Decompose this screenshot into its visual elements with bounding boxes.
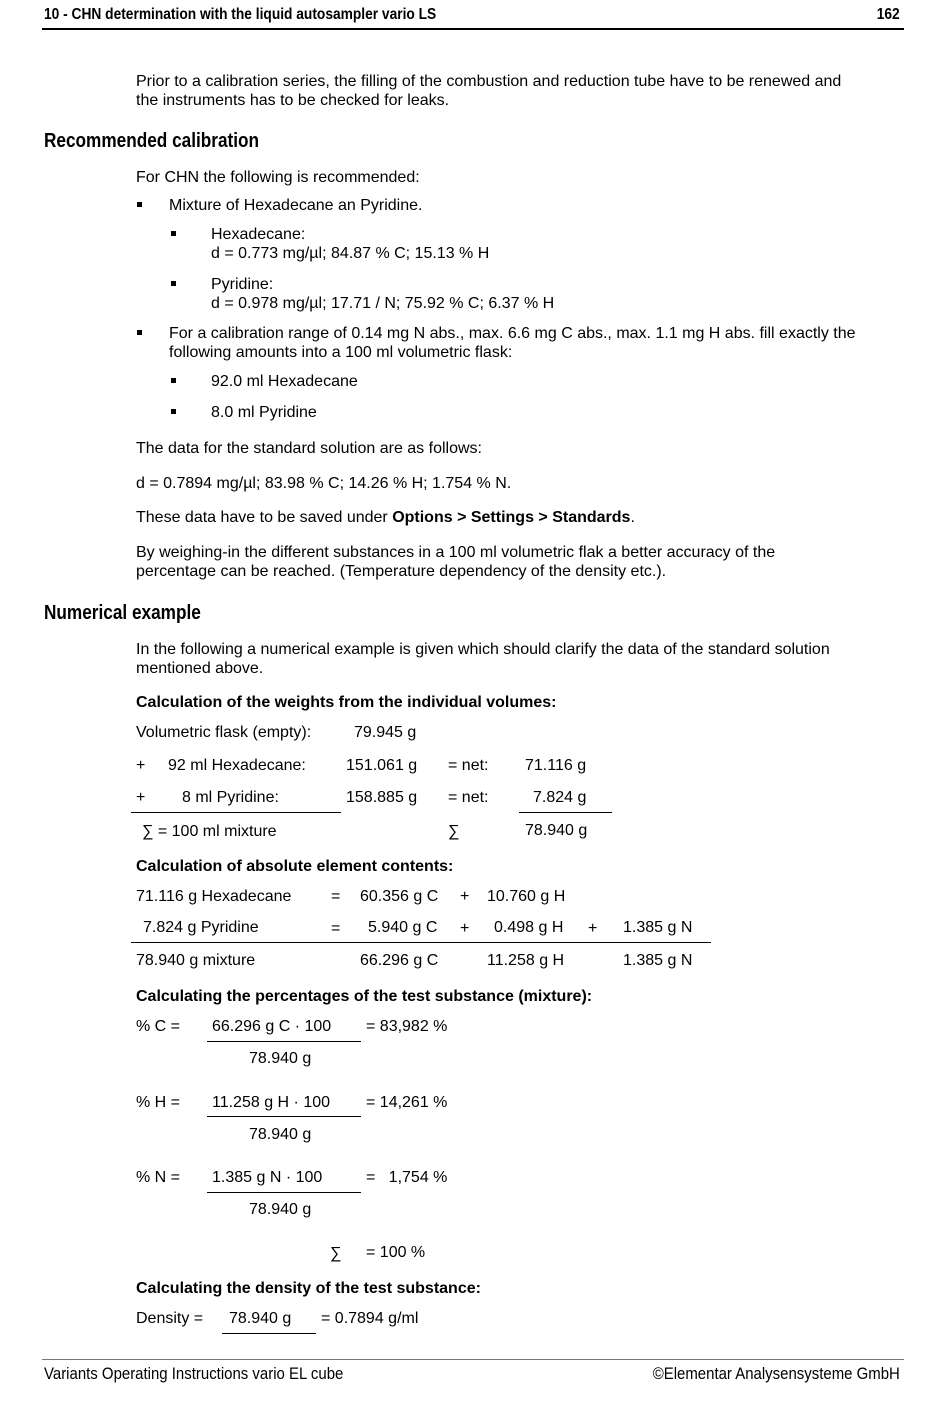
density-numerator: 78.940 g — [229, 1310, 292, 1327]
amount-hexadecane: 92.0 ml Hexadecane — [211, 373, 358, 390]
footer-left: Variants Operating Instructions vario EL cube — [44, 1364, 344, 1383]
pct-denominator: 78.940 g — [249, 1201, 312, 1218]
abs-row-name: 78.940 g mixture — [136, 952, 256, 969]
density-label: Density = — [136, 1310, 204, 1327]
flask-label: Volumetric flask (empty): — [136, 724, 312, 741]
recommend-lead: For CHN the following is recommended: — [136, 169, 420, 186]
settings-path: Options > Settings > Standards — [392, 509, 631, 526]
bullet-icon — [137, 330, 142, 335]
heading-numerical-example: Numerical example — [44, 602, 201, 624]
row1-net: 71.116 g — [525, 757, 587, 774]
pct-sum-symbol: ∑ — [330, 1245, 342, 1262]
sum-rule-right — [519, 812, 612, 813]
row1-value: 151.061 g — [346, 757, 418, 774]
pct-result: = 14,261 % — [366, 1094, 448, 1111]
pyridine-label: Pyridine: — [211, 276, 274, 293]
saved-pre: These data have to be saved under — [136, 509, 393, 526]
header-rule — [42, 28, 904, 30]
density-result: = 0.7894 g/ml — [321, 1310, 419, 1327]
pct-result: = 83,982 % — [366, 1018, 448, 1035]
abs-row-plus: + — [460, 920, 470, 937]
row2-label: 8 ml Pyridine: — [182, 789, 279, 806]
pct-numerator: 11.258 g H · 100 — [212, 1094, 331, 1111]
pyridine-data: d = 0.978 mg/µl; 17.71 / N; 75.92 % C; 6.37 % H — [211, 295, 555, 312]
bullet-icon — [171, 409, 176, 414]
abs-row-plus: + — [588, 920, 598, 937]
example-intro-line-1: In the following a numerical example is given which should clarify the data of the standard solution — [136, 641, 830, 658]
example-intro-line-2: mentioned above. — [136, 660, 264, 677]
fraction-bar — [207, 1192, 361, 1193]
abs-row-plus: + — [460, 888, 470, 905]
abs-row-eq: = — [331, 920, 341, 937]
bullet-icon — [171, 281, 176, 286]
pct-sum: = 100 % — [366, 1244, 426, 1261]
pct-denominator: 78.940 g — [249, 1126, 312, 1143]
hexadecane-label: Hexadecane: — [211, 226, 306, 243]
pct-numerator: 66.296 g C · 100 — [212, 1018, 332, 1035]
row2-sign: + — [136, 789, 146, 806]
sum-net: 78.940 g — [525, 822, 588, 839]
abs-row-c: 66.296 g C — [360, 952, 439, 969]
heading-recommended-calibration: Recommended calibration — [44, 130, 260, 152]
sum-rule-left — [131, 812, 341, 813]
bullet-icon — [137, 202, 142, 207]
row2-value: 158.885 g — [346, 789, 418, 806]
abs-title: Calculation of absolute element contents: — [136, 858, 454, 875]
pct-denominator: 78.940 g — [249, 1050, 312, 1067]
calibration-range-line-2: following amounts into a 100 ml volumetric flask: — [169, 344, 513, 361]
header-title: 10 - CHN determination with the liquid autosampler vario LS — [44, 6, 437, 23]
row1-net-label: = net: — [448, 757, 489, 774]
standard-lead: The data for the standard solution are as follows: — [136, 440, 482, 457]
density-fraction-bar — [222, 1333, 316, 1334]
abs-row-n: 1.385 g N — [623, 919, 693, 936]
pct-label: % H = — [136, 1094, 181, 1111]
abs-row-name: 71.116 g Hexadecane — [136, 888, 292, 905]
saved-post: . — [630, 509, 635, 526]
row2-net-label: = net: — [448, 789, 489, 806]
density-title: Calculating the density of the test substance: — [136, 1280, 481, 1297]
abs-sum-rule — [131, 942, 711, 943]
weighing-line-1: By weighing-in the different substances in a 100 ml volumetric flak a better accuracy of the — [136, 544, 776, 561]
footer-right: ©Elementar Analysensysteme GmbH — [652, 1364, 900, 1383]
hexadecane-data: d = 0.773 mg/µl; 84.87 % C; 15.13 % H — [211, 245, 490, 262]
bullet-icon — [171, 231, 176, 236]
flask-value: 79.945 g — [354, 724, 417, 741]
row2-net: 7.824 g — [533, 789, 587, 806]
abs-row-eq: = — [331, 888, 341, 905]
sum-symbol: ∑ — [448, 823, 460, 840]
pct-result: = 1,754 % — [366, 1169, 448, 1186]
pct-label: % C = — [136, 1018, 181, 1035]
pct-label: % N = — [136, 1169, 181, 1186]
calibration-range-line-1: For a calibration range of 0.14 mg N abs., max. 6.6 mg C abs., max. 1.1 mg H abs. fill exactly the — [169, 325, 856, 342]
weights-title: Calculation of the weights from the individual volumes: — [136, 694, 557, 711]
standard-data: d = 0.7894 mg/µl; 83.98 % C; 14.26 % H; 1.754 % N. — [136, 475, 512, 492]
weighing-line-2: percentage can be reached. (Temperature dependency of the density etc.). — [136, 563, 667, 580]
pct-numerator: 1.385 g N · 100 — [212, 1169, 323, 1186]
intro-line-1: Prior to a calibration series, the filling of the combustion and reduction tube have to be renewed and — [136, 73, 842, 90]
footer-rule — [42, 1359, 904, 1360]
row1-label: 92 ml Hexadecane: — [168, 757, 306, 774]
abs-row-h: 11.258 g H — [487, 952, 565, 969]
sum-label: ∑ = 100 ml mixture — [142, 823, 277, 840]
row1-sign: + — [136, 757, 146, 774]
pct-title: Calculating the percentages of the test substance (mixture): — [136, 988, 593, 1005]
bullet-icon — [171, 378, 176, 383]
intro-line-2: the instruments has to be checked for leaks. — [136, 92, 450, 109]
abs-row-c: 5.940 g C — [368, 919, 438, 936]
bullet-mixture: Mixture of Hexadecane an Pyridine. — [169, 197, 423, 214]
abs-row-h: 0.498 g H — [494, 919, 564, 936]
fraction-bar — [207, 1041, 361, 1042]
saved-under-text — [136, 508, 635, 528]
page-number: 162 — [877, 6, 900, 23]
abs-row-name: 7.824 g Pyridine — [143, 919, 259, 936]
abs-row-h: 10.760 g H — [487, 888, 566, 905]
amount-pyridine: 8.0 ml Pyridine — [211, 404, 317, 421]
abs-row-n: 1.385 g N — [623, 952, 693, 969]
abs-row-c: 60.356 g C — [360, 888, 439, 905]
fraction-bar — [207, 1116, 361, 1117]
